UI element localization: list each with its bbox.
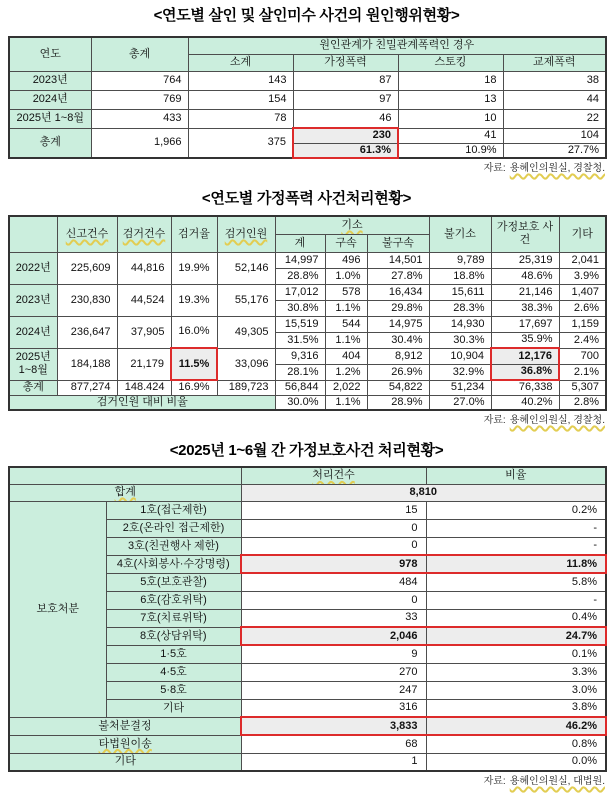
value-cell: 578: [325, 284, 367, 300]
year-cell: 2025년 1~8월: [9, 109, 91, 128]
highlighted-value-cell: 230: [293, 128, 398, 143]
count-cell: 15: [241, 501, 426, 519]
percent-cell: 28.1%: [275, 364, 325, 380]
value-cell: 1,159: [559, 316, 606, 332]
header-cell-detained: 구속: [325, 234, 367, 252]
highlighted-count-cell: 2,046: [241, 627, 426, 645]
value-cell: 16.0%: [171, 316, 217, 348]
percent-cell: 1.1%: [325, 332, 367, 348]
percent-cell: 1.2%: [325, 364, 367, 380]
source-orgs: 용혜인의원실, 경찰청.: [509, 415, 605, 426]
value-cell: 14,997: [275, 252, 325, 268]
percent-cell: 30.3%: [429, 332, 491, 348]
table1-source: [8, 162, 605, 175]
percent-cell: 0.0%: [426, 753, 606, 771]
table-row: [9, 348, 606, 364]
count-cell: 9: [241, 645, 426, 663]
row-label-cell: 4·5호: [106, 663, 241, 681]
header-label: 타법원이송: [98, 737, 152, 750]
source-orgs: 용혜인의원실, 대법원.: [509, 776, 605, 787]
empty-header-cell: [9, 467, 241, 484]
percent-cell: 0.2%: [426, 501, 606, 519]
header-cell-dating-violence: 교제폭력: [503, 54, 606, 71]
header-cell-arrested-persons: [217, 216, 275, 252]
value-cell: 148.424: [117, 380, 171, 395]
value-cell: 1,407: [559, 284, 606, 300]
count-cell: 484: [241, 573, 426, 591]
group-label-cell: 보호처분: [9, 501, 106, 717]
total-label-cell: 총계: [9, 128, 91, 158]
value-cell: 10: [398, 109, 503, 128]
highlighted-percent-cell: 24.7%: [426, 627, 606, 645]
table3-source: [8, 775, 605, 788]
value-cell: 2,022: [325, 380, 367, 395]
year-cell: 2023년: [9, 71, 91, 90]
header-cell-stalking: 스토킹: [398, 54, 503, 71]
count-cell: 33: [241, 609, 426, 627]
value-cell: 700: [559, 348, 606, 364]
highlighted-count-cell: 3,833: [241, 717, 426, 735]
source-label: 자료:: [483, 415, 506, 426]
value-cell: 27.7%: [503, 143, 606, 158]
percent-cell: -: [426, 537, 606, 555]
value-cell: 877,274: [57, 380, 117, 395]
value-cell: 154: [188, 90, 293, 109]
row-label-cell: 6호(감호위탁): [106, 591, 241, 609]
year-cell: 2024년: [9, 90, 91, 109]
value-cell: 54,822: [367, 380, 429, 395]
header-cell-processed-count: [241, 467, 426, 484]
header-cell-group: 원인관계가 친밀관계폭력인 경우: [188, 37, 606, 54]
percent-cell: 2.4%: [559, 332, 606, 348]
row-label-cell: 1호(접근제한): [106, 501, 241, 519]
value-cell: 764: [91, 71, 188, 90]
percent-cell: 30.0%: [275, 395, 325, 410]
value-cell: 18: [398, 71, 503, 90]
value-cell: 21,179: [117, 348, 171, 380]
count-cell: 0: [241, 519, 426, 537]
header-cell-year: 연도: [9, 37, 91, 71]
row-label-cell: 2호(온라인 접근제한): [106, 519, 241, 537]
table-row: [9, 484, 606, 501]
value-cell: 15,611: [429, 284, 491, 300]
count-cell: 0: [241, 537, 426, 555]
percent-cell: 29.8%: [367, 300, 429, 316]
row-label-cell: 4호(사회봉사·수강명령): [106, 555, 241, 573]
value-cell: 55,176: [217, 284, 275, 316]
value-cell: 25,319: [491, 252, 559, 268]
value-cell: 544: [325, 316, 367, 332]
percent-cell: 28.9%: [367, 395, 429, 410]
value-cell: 14,975: [367, 316, 429, 332]
value-cell: 16.9%: [171, 380, 217, 395]
table3-title: <2025년 1~6월 간 가정보호사건 처리현황>: [169, 442, 444, 459]
value-cell: 225,609: [57, 252, 117, 284]
percent-cell: 2.8%: [559, 395, 606, 410]
percent-cell: 27.8%: [367, 268, 429, 284]
value-cell: 19.9%: [171, 252, 217, 284]
value-cell: 5,307: [559, 380, 606, 395]
header-label: 처리건수: [312, 469, 355, 482]
value-cell: 52,146: [217, 252, 275, 284]
row-label-cell: [9, 735, 241, 753]
row-label-cell: 5호(보호관찰): [106, 573, 241, 591]
percent-cell: 3.3%: [426, 663, 606, 681]
percent-cell: 5.8%: [426, 573, 606, 591]
table-row: [9, 216, 606, 234]
value-cell: 496: [325, 252, 367, 268]
table-row: [9, 735, 606, 753]
table2-title: <연도별 가정폭력 사건처리현황>: [201, 190, 412, 207]
sum-value-cell: 8,810: [241, 484, 606, 501]
percent-cell: 1.0%: [325, 268, 367, 284]
source-label: 자료:: [483, 776, 506, 787]
percent-cell: 2.1%: [559, 364, 606, 380]
row-label-cell: 기타: [106, 699, 241, 717]
value-cell: 2,041: [559, 252, 606, 268]
value-cell: 10.9%: [398, 143, 503, 158]
header-cell-not-detained: 불구속: [367, 234, 429, 252]
percent-cell: 30.4%: [367, 332, 429, 348]
row-label-cell: 8호(상담위탁): [106, 627, 241, 645]
header-cell-non-prosecution: 불기소: [429, 216, 491, 252]
header-label: 검거인원: [224, 227, 268, 240]
percent-cell: 0.4%: [426, 609, 606, 627]
value-cell: 189,723: [217, 380, 275, 395]
value-cell: 10,904: [429, 348, 491, 364]
header-label: 기소: [341, 218, 363, 231]
table-row: [9, 90, 606, 109]
table-row: [9, 501, 606, 519]
value-cell: 16,434: [367, 284, 429, 300]
year-cell: 2023년: [9, 284, 57, 316]
year-cell: 2024년: [9, 316, 57, 348]
value-cell: 38: [503, 71, 606, 90]
percent-cell: 0.8%: [426, 735, 606, 753]
percent-cell: 30.8%: [275, 300, 325, 316]
header-cell-total: 총계: [91, 37, 188, 71]
value-cell: 13: [398, 90, 503, 109]
value-cell: 87: [293, 71, 398, 90]
highlighted-count-cell: 978: [241, 555, 426, 573]
value-cell: 184,188: [57, 348, 117, 380]
percent-cell: 28.3%: [429, 300, 491, 316]
value-cell: 375: [188, 128, 293, 158]
table-protection-case-processing: [8, 466, 607, 772]
value-cell: 143: [188, 71, 293, 90]
value-cell: 8,912: [367, 348, 429, 364]
table-row: [9, 467, 606, 484]
percent-cell: 1.1%: [325, 395, 367, 410]
count-cell: 247: [241, 681, 426, 699]
highlighted-percent-cell: 36.8%: [491, 364, 559, 380]
highlighted-percent-cell: 11.8%: [426, 555, 606, 573]
value-cell: 9,789: [429, 252, 491, 268]
value-cell: 56,844: [275, 380, 325, 395]
header-cell-etc: 기타: [559, 216, 606, 252]
value-cell: 51,234: [429, 380, 491, 395]
count-cell: 1: [241, 753, 426, 771]
empty-header-cell: [9, 216, 57, 252]
table-row: [9, 109, 606, 128]
row-label-cell: 불처분결정: [9, 717, 241, 735]
value-cell: 44: [503, 90, 606, 109]
value-cell: 19.3%: [171, 284, 217, 316]
highlighted-value-cell: 12,176: [491, 348, 559, 364]
percent-cell: 27.0%: [429, 395, 491, 410]
percent-cell: 18.8%: [429, 268, 491, 284]
percent-cell: 3.9%: [559, 268, 606, 284]
table-row: [9, 316, 606, 332]
highlighted-value-cell: 11.5%: [171, 348, 217, 380]
value-cell: 76,338: [491, 380, 559, 395]
row-label-cell: 5·8호: [106, 681, 241, 699]
value-cell: 46: [293, 109, 398, 128]
percent-cell: 3.0%: [426, 681, 606, 699]
value-cell: 236,647: [57, 316, 117, 348]
count-cell: 316: [241, 699, 426, 717]
table-murder-causes: [8, 36, 607, 159]
percent-cell: 38.3%: [491, 300, 559, 316]
count-cell: 270: [241, 663, 426, 681]
header-cell-prosecution-total: 계: [275, 234, 325, 252]
table-row: [9, 717, 606, 735]
table-row: [9, 71, 606, 90]
header-cell-prosecution-group: [275, 216, 429, 234]
source-orgs: 용혜인의원실, 경찰청.: [509, 163, 605, 174]
value-cell: 41: [398, 128, 503, 143]
percent-cell: 0.1%: [426, 645, 606, 663]
total-label-cell: 총계: [9, 380, 57, 395]
header-cell-domestic-violence: 가정폭력: [293, 54, 398, 71]
header-cell-ratio: 비율: [426, 467, 606, 484]
value-cell: 1,966: [91, 128, 188, 158]
header-cell-subtotal: 소계: [188, 54, 293, 71]
value-cell: 14,930: [429, 316, 491, 332]
table1-title: <연도별 살인 및 살인미수 사건의 원인행위현황>: [153, 7, 460, 24]
percent-cell: 32.9%: [429, 364, 491, 380]
header-cell-arrest-cases: [117, 216, 171, 252]
percent-cell: 1.1%: [325, 300, 367, 316]
header-cell-protection-case: 가정보호 사건: [491, 216, 559, 252]
value-cell: 230,830: [57, 284, 117, 316]
count-cell: 0: [241, 591, 426, 609]
row-label-cell: 7호(치료위탁): [106, 609, 241, 627]
percent-cell: -: [426, 519, 606, 537]
year-cell: 2022년: [9, 252, 57, 284]
row-label-cell: 1·5호: [106, 645, 241, 663]
percent-cell: 48.6%: [491, 268, 559, 284]
header-label: 신고건수: [65, 227, 109, 240]
highlighted-percent-cell: 46.2%: [426, 717, 606, 735]
value-cell: 78: [188, 109, 293, 128]
row-label-cell: 3호(친권행사 제한): [106, 537, 241, 555]
table-row: [9, 37, 606, 54]
percent-cell: 28.8%: [275, 268, 325, 284]
percent-cell: 26.9%: [367, 364, 429, 380]
count-cell: 68: [241, 735, 426, 753]
header-label: 합계: [114, 486, 136, 498]
table-row: [9, 128, 606, 143]
header-label: 검거건수: [122, 227, 166, 240]
table-row: [9, 252, 606, 268]
table-domestic-violence-processing: [8, 215, 607, 411]
sum-label-cell: [9, 484, 241, 501]
value-cell: 97: [293, 90, 398, 109]
value-cell: 9,316: [275, 348, 325, 364]
value-cell: 17,697: [491, 316, 559, 332]
percent-cell: 31.5%: [275, 332, 325, 348]
value-cell: 104: [503, 128, 606, 143]
percent-cell: 3.8%: [426, 699, 606, 717]
value-cell: 433: [91, 109, 188, 128]
row-label-cell: 기타: [9, 753, 241, 771]
highlighted-value-cell: 61.3%: [293, 143, 398, 158]
value-cell: 14,501: [367, 252, 429, 268]
value-cell: 22: [503, 109, 606, 128]
table-row: [9, 395, 606, 410]
value-cell: 49,305: [217, 316, 275, 348]
table-row: [9, 380, 606, 395]
header-cell-reports: [57, 216, 117, 252]
value-cell: 404: [325, 348, 367, 364]
value-cell: 33,096: [217, 348, 275, 380]
header-cell-arrest-rate: 검거율: [171, 216, 217, 252]
value-cell: 44,816: [117, 252, 171, 284]
percent-cell: -: [426, 591, 606, 609]
percent-cell: 35.9%: [491, 332, 559, 348]
percent-cell: 40.2%: [491, 395, 559, 410]
table-row: [9, 753, 606, 771]
value-cell: 15,519: [275, 316, 325, 332]
ratio-label-cell: 검거인원 대비 비율: [9, 395, 275, 410]
value-cell: 37,905: [117, 316, 171, 348]
year-cell: 2025년 1~8월: [9, 348, 57, 380]
table-row: [9, 284, 606, 300]
value-cell: 44,524: [117, 284, 171, 316]
source-label: 자료:: [483, 163, 506, 174]
table2-source: [8, 414, 605, 427]
value-cell: 17,012: [275, 284, 325, 300]
percent-cell: 2.6%: [559, 300, 606, 316]
value-cell: 769: [91, 90, 188, 109]
value-cell: 21,146: [491, 284, 559, 300]
